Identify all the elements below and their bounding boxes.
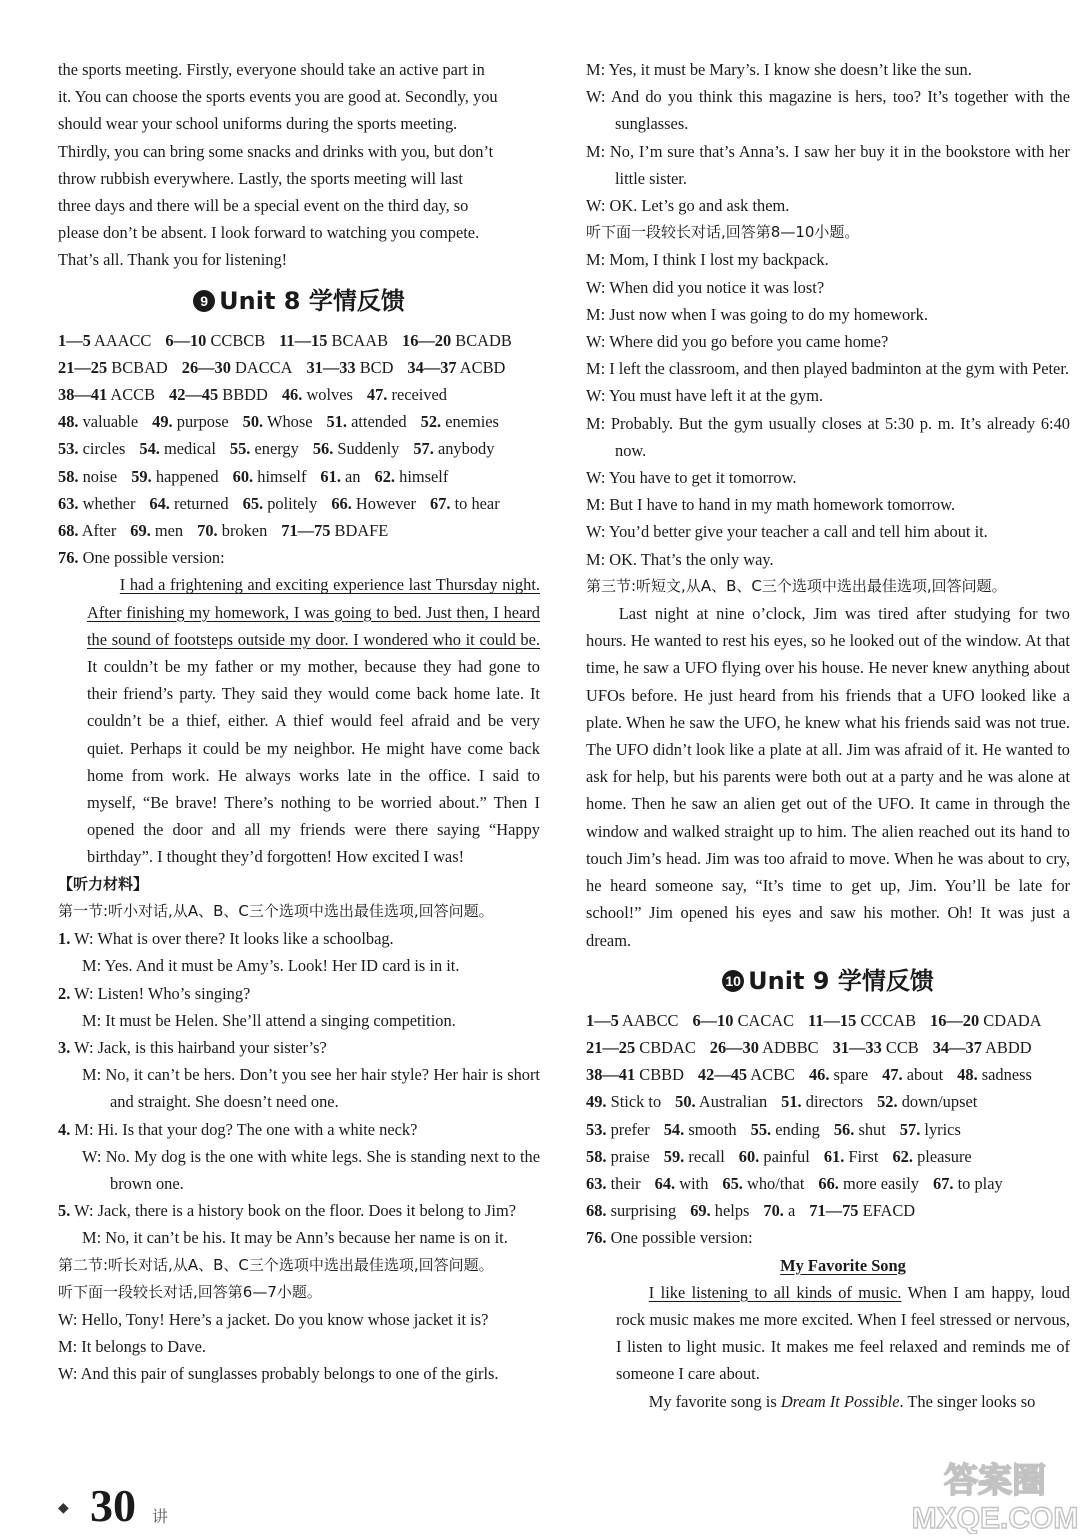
page-marker-icon: ◆ [58, 1501, 69, 1516]
answer-number: 63. [586, 1173, 607, 1193]
left-column [58, 56, 540, 1388]
dialog-line [58, 1224, 540, 1251]
unit8-answer-key [58, 327, 540, 545]
answer-number: 64. [654, 1173, 676, 1193]
answer-number: 59. [663, 1146, 685, 1166]
answer-value: ending [775, 1119, 820, 1139]
text-line: Thirdly, you can bring some snacks and drinks with you, but don’t [58, 141, 494, 161]
dialog-item [58, 1116, 540, 1198]
answer-value: anybody [437, 439, 495, 459]
answer-number: 66. [818, 1173, 839, 1193]
section3-instruction: 第三节:听短文,从A、B、C三个选项中选出最佳选项,回答问题。 [586, 576, 1007, 595]
answer-value: valuable [82, 412, 139, 432]
answer-value: himself [399, 466, 449, 486]
answer-number: 48. [957, 1065, 978, 1085]
dialog-line [586, 83, 1070, 137]
text-line: please don’t be absent. I look forward to watching you compete. [58, 223, 480, 243]
answer-number: 54. [139, 439, 160, 459]
sub-instruction-8-10: 听下面一段较长对话,回答第8—10小题。 [586, 223, 860, 242]
answer-number: 52. [420, 412, 442, 432]
answer-number: 62. [892, 1146, 913, 1166]
dialog-line [586, 410, 1070, 464]
answer-row [58, 463, 540, 490]
dialog-text: But I have to hand in my math homework tomorrow. [609, 495, 956, 515]
dialog-line [586, 192, 1070, 219]
text-line: That’s all. Thank you for listening! [58, 250, 288, 270]
answer-number: 69. [690, 1201, 711, 1221]
speaker-label: M: [586, 359, 606, 379]
essay-intro: 76. One possible version: [58, 548, 225, 568]
answer-value: enemies [445, 412, 499, 432]
answer-value: recall [688, 1146, 725, 1166]
unit9-answer-key [586, 1007, 1070, 1225]
answer-value: EFACD [862, 1201, 916, 1221]
dialog-text: And this pair of sunglasses probably belongs to one of the girls. [80, 1364, 499, 1384]
answer-value: an [345, 466, 361, 486]
intro-paragraph [58, 56, 540, 274]
answer-number: 58. [586, 1146, 607, 1166]
answer-number: 55. [229, 439, 251, 459]
text-line: the sports meeting. Firstly, everyone should take an active part in [58, 60, 485, 79]
dialog-text: It belongs to Dave. [81, 1337, 206, 1357]
answer-row [586, 1116, 1070, 1143]
dialog-number: 4. [58, 1119, 71, 1139]
speaker-label: W: [586, 196, 606, 216]
answer-number: 16—20 [402, 330, 452, 350]
answer-value: Suddenly [337, 439, 400, 459]
dialog-line [586, 464, 1070, 491]
speaker-label: W: [74, 929, 94, 949]
speaker-label: W: [58, 1309, 78, 1329]
speaker-label: W: [74, 983, 94, 1003]
answer-number: 46. [281, 385, 303, 405]
listening-header: 【听力材料】 [58, 874, 149, 893]
unit-number-badge: 9 [193, 290, 215, 312]
answer-number: 26—30 [709, 1037, 759, 1057]
answer-row [586, 1170, 1070, 1197]
dialog-text: I left the classroom, and then played badminton at the gym with Peter. [609, 359, 1069, 379]
answer-value: CCBCB [210, 330, 266, 350]
answer-value: politely [267, 493, 318, 513]
unit-title-text: Unit 8 学情反馈 [219, 286, 405, 315]
short-dialogs [58, 925, 540, 1251]
answer-value: CBBD [639, 1065, 684, 1085]
speaker-label: W: [586, 87, 606, 107]
answer-number: 48. [58, 412, 79, 432]
answer-row [58, 517, 540, 544]
dialog-text: Hello, Tony! Here’s a jacket. Do you know whose jacket it is? [81, 1309, 489, 1329]
dialog-line [58, 952, 540, 979]
answer-value: BCADB [455, 330, 512, 350]
answer-row [586, 1034, 1070, 1061]
answer-value: purpose [176, 412, 229, 432]
answer-value: ABDD [985, 1037, 1032, 1057]
answer-number: 6—10 [692, 1010, 734, 1030]
answer-number: 46. [808, 1065, 830, 1085]
dialog-text: Jack, there is a history book on the floor. Does it belong to Jim? [97, 1201, 516, 1221]
dialog-line [58, 925, 540, 952]
answer-value: down/upset [901, 1092, 978, 1112]
answer-value: First [848, 1146, 879, 1166]
answer-number: 69. [130, 521, 151, 541]
answer-value: energy [254, 439, 299, 459]
answer-number: 53. [58, 439, 79, 459]
answer-value: who/that [747, 1173, 805, 1193]
dialog-text: And do you think this magazine is hers, too? It’s together with the sunglasses. [610, 87, 1070, 134]
answer-number: 71—75 [809, 1201, 859, 1221]
answer-number: 56. [312, 439, 334, 459]
answer-number: 68. [58, 521, 79, 541]
dialog-text: No, it can’t be his. It may be Ann’s because her name is on it. [105, 1228, 508, 1248]
answer-number: 70. [197, 521, 218, 541]
dialog-text: Yes, it must be Mary’s. I know she doesn’t like the sun. [608, 60, 972, 79]
essay-paragraph-1: I like listening to all kinds of music. When I am happy, loud rock music makes me more excited. When I feel stressed or nervous, I listen to light music. It makes me feel relaxed and reminds me of someone I care about. [616, 1282, 1070, 1384]
answer-number: 55. [750, 1119, 772, 1139]
speaker-label: M: [74, 1119, 94, 1139]
answer-value: After [81, 521, 117, 541]
dialog-text: OK. Let’s go and ask them. [609, 196, 790, 216]
answer-number: 59. [131, 466, 152, 486]
answer-number: 34—37 [407, 357, 457, 377]
section2-sub-instruction: 听下面一段较长对话,回答第6—7小题。 [58, 1282, 322, 1301]
dialog-line [586, 274, 1070, 301]
watermark-logo [905, 1448, 1085, 1534]
dialog-text: No, I’m sure that’s Anna’s. I saw her buy it in the bookstore with her little sister. [609, 141, 1070, 188]
speaker-label: W: [74, 1201, 94, 1221]
answer-value: to hear [454, 493, 500, 513]
answer-value: ACCB [110, 385, 156, 405]
essay-rest: It couldn’t be my father or my mother, because they had gone to their friend’s party. They said they would come back home late. It couldn’t be a thief, either. A thief would feel afraid and be very quiet. Perhaps it could be my neighbor. He might have come back home from work. He always works late in the office. I said to myself, “Be brave! There’s nothing to be worried about.” Then I opened the door and all my friends were there saying “Happy birthday”. I thought they’d forgotten! How excited I was! [87, 657, 540, 867]
answer-value: Australian [698, 1092, 768, 1112]
speaker-label: M: [58, 1337, 78, 1357]
answer-number: 31—33 [306, 357, 356, 377]
answer-value: ACBC [750, 1065, 795, 1085]
answer-row [586, 1088, 1070, 1115]
speaker-label: W: [58, 1364, 78, 1384]
essay-intro: 76. One possible version: [586, 1228, 753, 1248]
answer-value: spare [833, 1065, 869, 1085]
dialog-line [58, 1034, 540, 1061]
dialog-text: Jack, is this hairband your sister’s? [97, 1037, 327, 1057]
answer-number: 49. [152, 412, 173, 432]
speaker-label: W: [82, 1146, 102, 1166]
answer-value: BCBAD [111, 357, 168, 377]
answer-number: 16—20 [930, 1010, 980, 1030]
answer-number: 31—33 [832, 1037, 882, 1057]
answer-number: 60. [738, 1146, 760, 1166]
answer-number: 52. [877, 1092, 898, 1112]
answer-value: shut [858, 1119, 886, 1139]
dialog-line [586, 301, 1070, 328]
speaker-label: M: [82, 1065, 102, 1085]
answer-value: AABCC [621, 1010, 679, 1030]
answer-value: prefer [610, 1119, 650, 1139]
dialog-line [586, 246, 1070, 273]
dialog-line [58, 1143, 540, 1197]
answer-value: more easily [842, 1173, 919, 1193]
dialog-text: Probably. But the gym usually closes at 5:30 p. m. It’s already 6:40 now. [610, 413, 1070, 460]
dialog-line [58, 1360, 540, 1387]
answer-number: 1—5 [586, 1010, 619, 1030]
answer-number: 67. [933, 1173, 954, 1193]
answer-value: about [906, 1065, 944, 1085]
answer-value: lyrics [924, 1119, 961, 1139]
dialog-line [586, 546, 1070, 573]
answer-row [586, 1197, 1070, 1224]
dialog-text: OK. That’s the only way. [609, 549, 774, 569]
answer-value: However [355, 493, 416, 513]
speaker-label: M: [82, 1010, 102, 1030]
answer-value: happened [155, 466, 219, 486]
answer-number: 56. [833, 1119, 855, 1139]
right-column [586, 56, 1070, 1415]
answer-row [58, 381, 540, 408]
dialog-text: You’d better give your teacher a call and tell him about it. [608, 522, 988, 542]
speaker-label: W: [74, 1037, 94, 1057]
answer-value: smooth [688, 1119, 737, 1139]
dialog-text: Mom, I think I lost my backpack. [609, 250, 829, 270]
answer-number: 67. [430, 493, 451, 513]
text-line: throw rubbish everywhere. Lastly, the sports meeting will last [58, 168, 463, 188]
speaker-label: M: [586, 60, 606, 79]
answer-value: CACAC [737, 1010, 795, 1030]
answer-value: sadness [981, 1065, 1032, 1085]
answer-number: 38—41 [586, 1065, 636, 1085]
dialog-number: 3. [58, 1037, 71, 1057]
answer-value: whether [82, 493, 136, 513]
answer-value: with [679, 1173, 709, 1193]
dialog-8-10 [586, 246, 1070, 572]
answer-number: 47. [366, 385, 388, 405]
answer-number: 34—37 [932, 1037, 982, 1057]
dialog-item [58, 1034, 540, 1116]
dialog-text: Yes. And it must be Amy’s. Look! Her ID card is in it. [104, 956, 460, 976]
answer-number: 49. [586, 1092, 607, 1112]
answer-number: 71—75 [281, 521, 331, 541]
answer-number: 57. [899, 1119, 921, 1139]
answer-number: 66. [331, 493, 352, 513]
dialog-line [586, 56, 1070, 83]
answer-value: directors [805, 1092, 864, 1112]
watermark-text-cn: 答案圈 [944, 1461, 1046, 1501]
answer-number: 53. [586, 1119, 607, 1139]
answer-number: 54. [663, 1119, 685, 1139]
dialog-text: No, it can’t be hers. Don’t you see her hair style? Her hair is short and straight. She doesn’t need one. [105, 1065, 540, 1112]
speaker-label: M: [586, 250, 606, 270]
essay-sample [58, 571, 540, 870]
dialog-number: 1. [58, 929, 71, 949]
answer-value: a [788, 1201, 796, 1221]
unit-number-badge: 10 [722, 970, 744, 992]
dialog-item [58, 925, 540, 979]
dialog-text: You have to get it tomorrow. [608, 468, 797, 488]
answer-value: ACBD [459, 357, 506, 377]
answer-value: Stick to [610, 1092, 662, 1112]
answer-row [586, 1007, 1070, 1034]
speaker-label: M: [82, 1228, 102, 1248]
answer-number: 58. [58, 466, 79, 486]
essay-paragraph-2: My favorite song is Dream It Possible. The singer looks so [648, 1391, 1036, 1411]
dialog-text: Just now when I was going to do my homework. [609, 304, 928, 324]
answer-row [586, 1143, 1070, 1170]
answer-value: BBDD [222, 385, 268, 405]
text-line: should wear your school uniforms during the sports meeting. [58, 114, 458, 134]
speaker-label: M: [82, 956, 102, 976]
answer-row [58, 490, 540, 517]
answer-value: CCB [885, 1037, 919, 1057]
dialog-line [586, 382, 1070, 409]
dialog-text: Listen! Who’s singing? [97, 983, 251, 1003]
answer-value: men [154, 521, 184, 541]
dialog-line [58, 1333, 540, 1360]
speaker-label: M: [586, 413, 606, 433]
speaker-label: M: [586, 549, 606, 569]
answer-number: 50. [242, 412, 264, 432]
watermark-text-url: MXQE.COM [911, 1502, 1079, 1534]
answer-row [58, 327, 540, 354]
speaker-label: W: [586, 522, 606, 542]
answer-value: circles [82, 439, 126, 459]
dialog-line [586, 138, 1070, 192]
answer-value: CCCAB [860, 1010, 917, 1030]
answer-value: BDAFE [334, 521, 389, 541]
essay-title: My Favorite Song [780, 1255, 906, 1275]
page-suffix: 讲 [152, 1507, 169, 1526]
answer-number: 61. [320, 466, 341, 486]
answer-value: AAACC [93, 330, 152, 350]
speaker-label: W: [586, 332, 606, 352]
answer-number: 42—45 [697, 1065, 748, 1085]
answer-value: DACCA [235, 357, 293, 377]
dialog-text: No. My dog is the one with white legs. She is standing next to the brown one. [105, 1146, 540, 1193]
answer-value: CDADA [983, 1010, 1042, 1030]
dialog-number: 2. [58, 983, 71, 1003]
section2-instruction: 第二节:听长对话,从A、B、C三个选项中选出最佳选项,回答问题。 [58, 1255, 494, 1274]
answer-number: 21—25 [58, 357, 108, 377]
text-line: three days and there will be a special event on the third day, so [58, 196, 469, 216]
dialog-item [58, 1197, 540, 1251]
answer-row [58, 435, 540, 462]
answer-number: 1—5 [58, 330, 91, 350]
answer-value: attended [351, 412, 407, 432]
dialog-line [58, 1197, 540, 1224]
speaker-label: W: [586, 468, 606, 488]
dialog-6-7-continued [586, 56, 1070, 219]
answer-value: returned [174, 493, 229, 513]
dialog-line [58, 1061, 540, 1115]
answer-number: 57. [413, 439, 434, 459]
answer-number: 21—25 [586, 1037, 636, 1057]
answer-number: 64. [149, 493, 170, 513]
section1-instruction: 第一节:听小对话,从A、B、C三个选项中选出最佳选项,回答问题。 [58, 901, 494, 920]
answer-value: painful [763, 1146, 810, 1166]
answer-number: 38—41 [58, 385, 108, 405]
answer-row [586, 1061, 1070, 1088]
speaker-label: M: [586, 141, 606, 161]
dialog-text: It must be Helen. She’ll attend a singing competition. [105, 1010, 456, 1030]
answer-value: noise [82, 466, 118, 486]
dialog-6-7 [58, 1306, 540, 1388]
speaker-label: W: [586, 277, 606, 297]
dialog-text: You must have left it at the gym. [608, 386, 824, 406]
page-number: 30 [90, 1480, 136, 1531]
essay-underlined: I had a frightening and exciting experience last Thursday night. After finishing my homework, I was going to bed. Just then, I heard the sound of footsteps outside my door. I wondered who it could be. [87, 575, 540, 649]
answer-number: 42—45 [169, 385, 219, 405]
dialog-line [586, 355, 1070, 382]
answer-number: 63. [58, 493, 79, 513]
answer-value: to play [957, 1173, 1003, 1193]
unit-title-text: Unit 9 学情反馈 [748, 966, 934, 995]
dialog-text: When did you notice it was lost? [609, 277, 825, 297]
dialog-line [58, 1116, 540, 1143]
answer-number: 70. [763, 1201, 784, 1221]
answer-number: 51. [781, 1092, 802, 1112]
answer-number: 6—10 [165, 330, 207, 350]
dialog-text: Where did you go before you came home? [609, 332, 889, 352]
answer-value: wolves [306, 385, 353, 405]
dialog-line [586, 328, 1070, 355]
dialog-line [58, 1306, 540, 1333]
answer-value: ADBBC [762, 1037, 819, 1057]
answer-number: 62. [374, 466, 396, 486]
answer-number: 68. [586, 1201, 607, 1221]
answer-value: praise [610, 1146, 650, 1166]
answer-value: received [391, 385, 448, 405]
unit8-title [58, 286, 540, 317]
unit9-title [586, 966, 1070, 997]
speaker-label: W: [586, 386, 606, 406]
dialog-line [586, 518, 1070, 545]
dialog-line [58, 980, 540, 1007]
answer-value: pleasure [917, 1146, 972, 1166]
dialog-line [586, 491, 1070, 518]
text-line: it. You can choose the sports events you are good at. Secondly, you [58, 87, 498, 107]
listening-passage: Last night at nine o’clock, Jim was tired after studying for two hours. He wanted to rest his eyes, so he looked out of the window. At that time, he saw a UFO flying over his house. He never knew anything about UFOs before. He just heard from his friends that a UFO looked like a plate. When he saw the UFO, he knew what his friends said was not true. The UFO didn’t look like a plate at all. Jim was afraid of it. He wanted to ask for help, but his parents were both out at a party and he was alone at home. Then he saw an alien get out of the UFO. It came in through the window and walked straight up to him. The alien reached out its hand to touch Jim’s head. Jim was too afraid to move. When he was about to cry, he heard someone say, “It’s time to get up, Jim. You’ll be late for school!” Jim opened his eyes and saw his mother. Oh! It was just a dream. [586, 604, 1070, 950]
answer-number: 65. [242, 493, 264, 513]
speaker-label: M: [586, 304, 606, 324]
answer-value: their [610, 1173, 641, 1193]
answer-number: 51. [326, 412, 347, 432]
dialog-item [58, 980, 540, 1034]
answer-value: BCD [359, 357, 394, 377]
answer-value: surprising [610, 1201, 677, 1221]
dialog-text: Hi. Is that your dog? The one with a white neck? [97, 1119, 418, 1139]
answer-number: 11—15 [279, 330, 328, 350]
answer-value: Whose [266, 412, 313, 432]
dialog-number: 5. [58, 1201, 71, 1221]
answer-number: 26—30 [181, 357, 231, 377]
answer-value: broken [221, 521, 268, 541]
answer-value: BCAAB [331, 330, 389, 350]
answer-number: 50. [675, 1092, 696, 1112]
answer-value: helps [714, 1201, 750, 1221]
answer-number: 60. [232, 466, 254, 486]
speaker-label: M: [586, 495, 606, 515]
answer-row [58, 408, 540, 435]
answer-number: 65. [722, 1173, 743, 1193]
answer-number: 47. [882, 1065, 903, 1085]
dialog-text: What is over there? It looks like a schoolbag. [97, 929, 394, 949]
answer-value: CBDAC [639, 1037, 696, 1057]
answer-value: himself [257, 466, 307, 486]
answer-number: 61. [823, 1146, 845, 1166]
dialog-line [58, 1007, 540, 1034]
answer-value: medical [164, 439, 216, 459]
answer-number: 11—15 [808, 1010, 857, 1030]
answer-row [58, 354, 540, 381]
